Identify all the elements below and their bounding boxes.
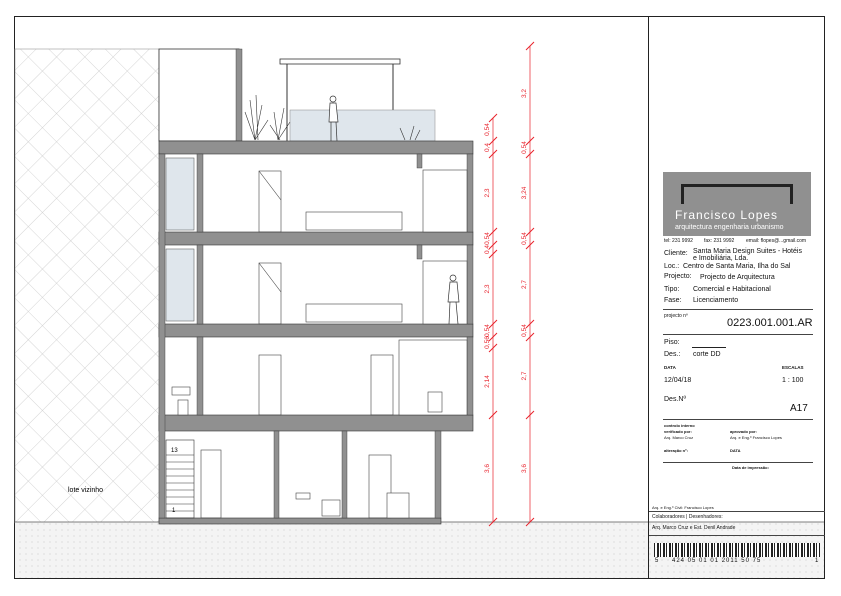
projecto-value: Projecto de Arquitectura [700, 274, 775, 281]
tipo-label: Tipo: [664, 286, 680, 293]
fase-value: Licenciamento [693, 297, 739, 304]
loc-value: Centro de Santa Maria, Ilha do Sal [683, 263, 791, 270]
divider-6 [649, 535, 825, 536]
cliente-value: Santa Maria Design Suites - Hotéis [693, 248, 802, 255]
aprovado-name: Arq. e Eng.º Francisco Lopes [730, 435, 782, 440]
logo [663, 172, 811, 236]
dim-right-label: 3,24 [521, 186, 528, 200]
colab-value: Arq. Marco Cruz e Est. Denil Andrade [652, 525, 736, 531]
furniture [172, 170, 467, 518]
dim-left-label: 2,3 [484, 284, 491, 294]
alteracao-label: alteração nº: [664, 448, 688, 453]
dim-left-label: 3,6 [484, 463, 491, 474]
dim-left-group [484, 114, 497, 526]
cliente-label: Cliente: [664, 250, 688, 257]
project-number: 0223.001.001.AR [727, 317, 813, 329]
dim-right-label: 3,6 [521, 463, 528, 474]
dim-left-label: 0,56 [484, 336, 491, 349]
divider-3 [663, 419, 813, 420]
fase-label: Fase: [664, 297, 682, 304]
barcode-left: 5 [655, 558, 659, 564]
des-value: corte DD [693, 351, 721, 358]
dim-right-label: 3,2 [521, 88, 528, 99]
impressao-label: Data de impressão: [732, 465, 769, 470]
dim-right-label: 0,54 [521, 324, 528, 337]
author-credit: Arq. e Eng.º Civil: Francisco Lopes [652, 505, 714, 510]
desno-value: A17 [790, 403, 808, 414]
dim-right-label: 2,7 [521, 279, 528, 290]
data-value: 12/04/18 [664, 377, 692, 384]
cliente-value-2: e Imobiliária, Lda. [693, 255, 749, 262]
logo-mark [681, 184, 793, 204]
loc-label: Loc.: [664, 263, 680, 270]
projecto-label: Projecto: [664, 273, 692, 280]
stair-count-label: 13 [171, 448, 178, 454]
verificado-label: verificado por: [664, 429, 692, 434]
alteracao-data: DATA [730, 448, 741, 453]
contact-tel: tel: 231 9992 [664, 238, 693, 244]
colab-label: Colaboradores | Desenhadores: [652, 514, 723, 520]
neighbor-lot-label: lote vizinho [68, 487, 104, 494]
aprovado-label: aprovado por: [730, 429, 757, 434]
dim-left-label: 0,54 [484, 123, 491, 136]
dim-left-label: 0,4 [484, 142, 491, 153]
dim-right-group [521, 42, 534, 526]
barcode-text: 424 05 01 01 2011 50 75 [672, 558, 762, 564]
divider-4 [663, 462, 813, 463]
barcode [654, 543, 820, 557]
escalas-label: ESCALAS [782, 365, 804, 370]
project-number-label: projecto nº [664, 313, 688, 319]
barcode-right: 1 [815, 558, 819, 564]
contact-email: email: flopes@...gmail.com [746, 238, 807, 244]
piso-label: Piso: [664, 339, 680, 346]
stair-start-label: 1 [172, 508, 176, 514]
divider-1 [663, 309, 813, 310]
dim-right-label: 0,54 [521, 141, 528, 154]
dim-left-label: 2,14 [484, 375, 491, 388]
piso-line [692, 347, 726, 348]
tipo-value: Comercial e Habitacional [693, 286, 771, 293]
verificado-name: Arq. Marco Cruz [664, 435, 694, 440]
divider-5 [649, 511, 825, 512]
dim-left-label: 0,54 [484, 324, 491, 337]
neighbor-lot [15, 49, 159, 523]
pergola [280, 59, 400, 64]
glass-railing [290, 110, 435, 141]
logo-company: Francisco Lopes [675, 208, 779, 222]
escala-value: 1 : 100 [782, 377, 804, 384]
dim-left-label: 0,4 [484, 244, 491, 255]
logo-tagline: arquitectura engenharia urbanismo [675, 224, 784, 231]
left-wall [159, 154, 165, 518]
dim-left-label: 0,54 [484, 232, 491, 245]
controlo-label: controlo interno [664, 423, 695, 428]
data-label: DATA [664, 365, 676, 370]
dim-left-label: 2,3 [484, 188, 491, 198]
des-label: Des.: [664, 351, 681, 358]
stair-core [159, 49, 239, 141]
desno-label: Des.Nº [664, 396, 687, 403]
contact-fax: fax: 231 9992 [704, 238, 735, 244]
divider-2 [663, 334, 813, 335]
dim-right-label: 0,54 [521, 232, 528, 245]
dim-right-label: 2,7 [521, 371, 528, 381]
